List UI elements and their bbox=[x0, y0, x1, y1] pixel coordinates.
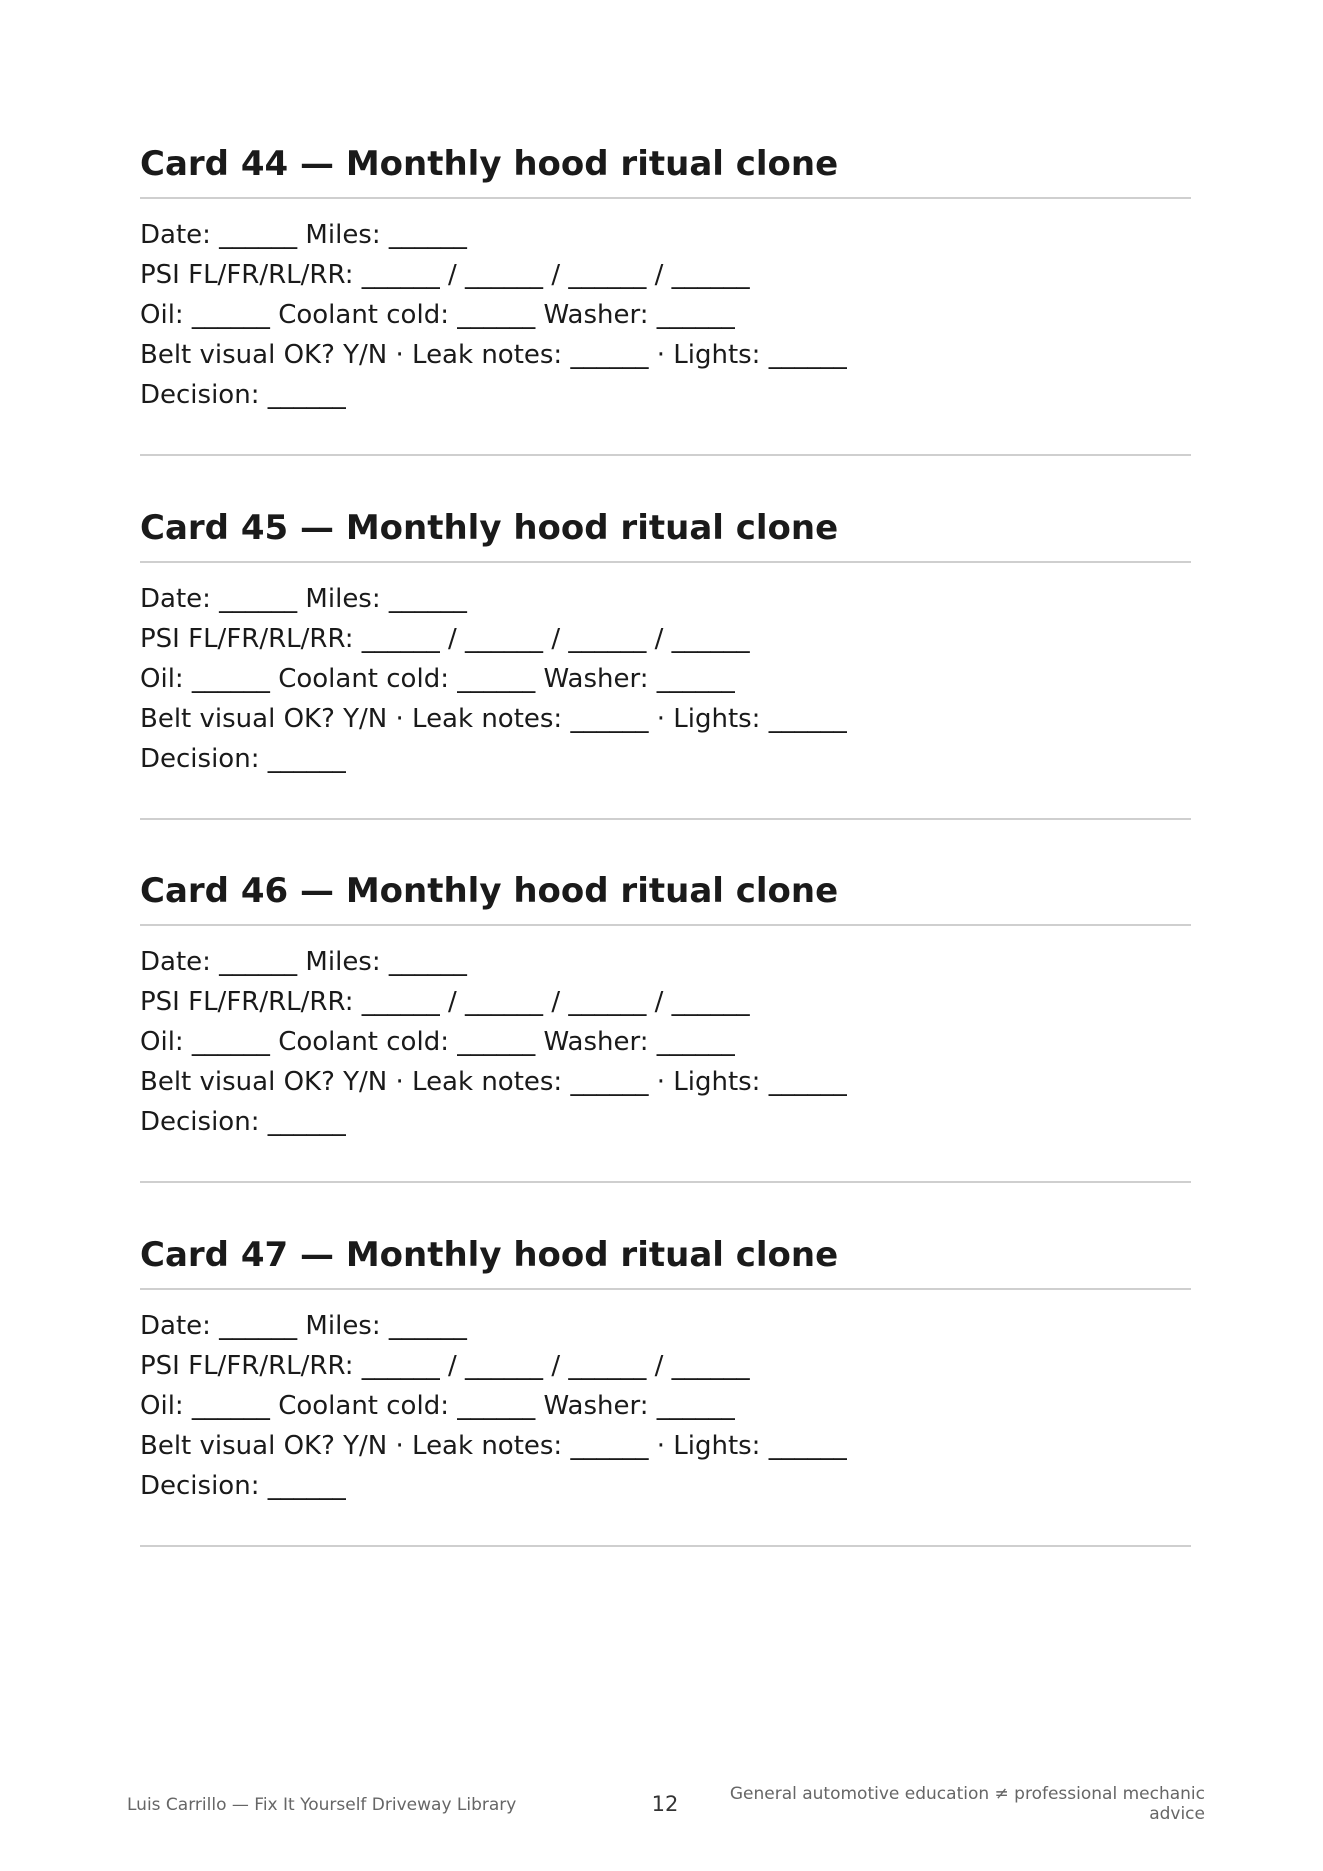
date-miles-line: Date: ______ Miles: ______ bbox=[140, 947, 467, 978]
footer-disclaimer bbox=[705, 1784, 1205, 1824]
tire-psi-line: PSI FL/FR/RL/RR: ______ / ______ / ______ / ______ bbox=[140, 987, 750, 1018]
card-fields bbox=[140, 579, 1191, 779]
fluids-line: Oil: ______ Coolant cold: ______ Washer: ______ bbox=[140, 300, 735, 330]
title-divider bbox=[140, 924, 1191, 926]
card-divider bbox=[140, 1181, 1191, 1183]
title-divider bbox=[140, 1288, 1191, 1290]
card-divider bbox=[140, 454, 1191, 456]
card-list bbox=[140, 140, 1191, 1594]
fluids-line: Oil: ______ Coolant cold: ______ Washer: ______ bbox=[140, 1027, 735, 1058]
footer-disclaimer-line: General automotive education ≠ professional mechanic bbox=[729, 1784, 1205, 1804]
card-title: Card 47 — Monthly hood ritual clone bbox=[140, 1234, 839, 1275]
fluids-line: Oil: ______ Coolant cold: ______ Washer: ______ bbox=[140, 663, 735, 694]
card bbox=[140, 504, 1191, 868]
decision-line: Decision: ______ bbox=[140, 743, 346, 774]
footer-disclaimer-line: advice bbox=[1149, 1804, 1205, 1824]
decision-line: Decision: ______ bbox=[140, 1470, 346, 1501]
card-divider bbox=[140, 818, 1191, 820]
card-fields bbox=[140, 942, 1191, 1142]
title-divider bbox=[140, 561, 1191, 563]
tire-psi-line: PSI FL/FR/RL/RR: ______ / ______ / ______ / ______ bbox=[140, 623, 750, 654]
card-divider bbox=[140, 1545, 1191, 1547]
card bbox=[140, 1231, 1191, 1595]
tire-psi-line: PSI FL/FR/RL/RR: ______ / ______ / ______ / ______ bbox=[140, 260, 750, 290]
card-title: Card 46 — Monthly hood ritual clone bbox=[140, 871, 839, 912]
card bbox=[140, 867, 1191, 1231]
decision-line: Decision: ______ bbox=[140, 1107, 346, 1138]
tire-psi-line: PSI FL/FR/RL/RR: ______ / ______ / ______ / ______ bbox=[140, 1350, 750, 1381]
card bbox=[140, 140, 1191, 504]
fluids-line: Oil: ______ Coolant cold: ______ Washer: ______ bbox=[140, 1390, 735, 1421]
card-fields bbox=[140, 1306, 1191, 1506]
belt-leak-lights-line: Belt visual OK? Y/N · Leak notes: ______ · Lights: ______ bbox=[140, 703, 847, 734]
belt-leak-lights-line: Belt visual OK? Y/N · Leak notes: ______ · Lights: ______ bbox=[140, 340, 847, 370]
date-miles-line: Date: ______ Miles: ______ bbox=[140, 220, 467, 250]
title-divider bbox=[140, 197, 1191, 199]
belt-leak-lights-line: Belt visual OK? Y/N · Leak notes: ______ · Lights: ______ bbox=[140, 1430, 847, 1461]
date-miles-line: Date: ______ Miles: ______ bbox=[140, 1310, 467, 1341]
card-title: Card 44 — Monthly hood ritual clone bbox=[140, 144, 839, 184]
date-miles-line: Date: ______ Miles: ______ bbox=[140, 583, 467, 614]
card-fields bbox=[140, 215, 1191, 415]
belt-leak-lights-line: Belt visual OK? Y/N · Leak notes: ______ · Lights: ______ bbox=[140, 1067, 847, 1098]
page-number: 12 bbox=[651, 1792, 679, 1816]
card-title: Card 45 — Monthly hood ritual clone bbox=[140, 507, 839, 548]
footer-author: Luis Carrillo — Fix It Yourself Driveway Library bbox=[127, 1795, 517, 1815]
decision-line: Decision: ______ bbox=[140, 380, 346, 410]
